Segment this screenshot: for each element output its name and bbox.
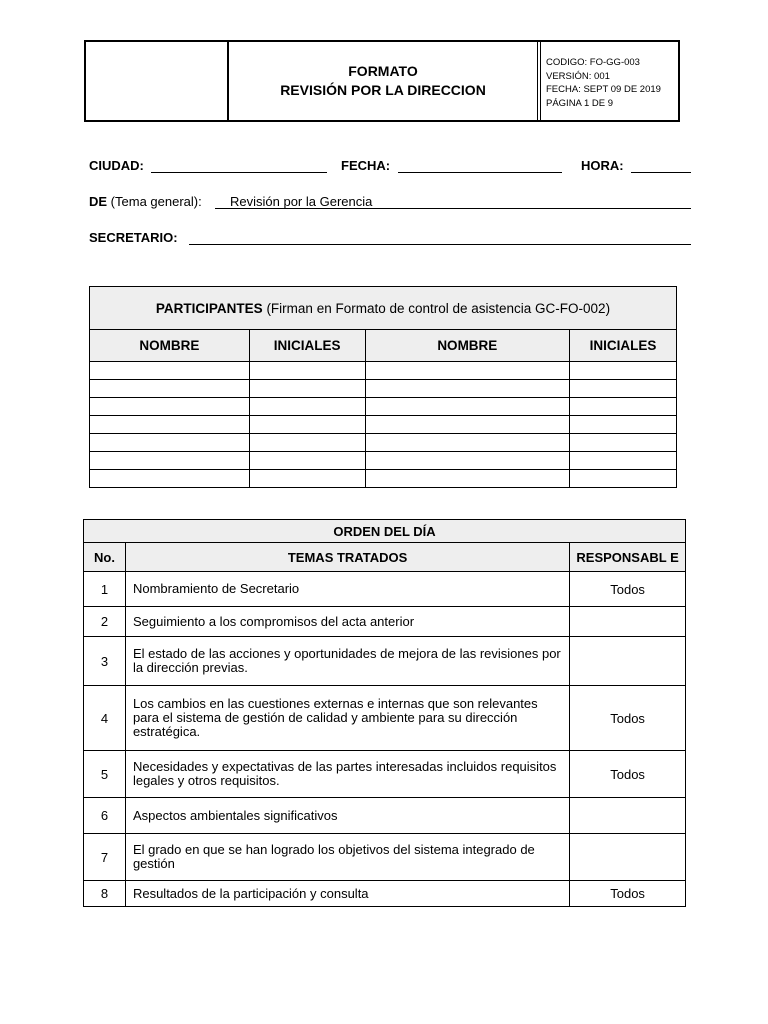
agenda-topic: Necesidades y expectativas de las partes interesadas incluidos requisitos legales y otros requisitos. — [125, 751, 569, 798]
document-title: REVISIÓN POR LA DIRECCION — [280, 82, 486, 98]
participants-header-row — [90, 330, 677, 362]
agenda-topic: El grado en que se han logrado los objetivos del sistema integrado de gestión — [125, 834, 569, 881]
document-page: PÁGINA 1 DE 9 — [546, 97, 614, 109]
date-label: FECHA: — [341, 158, 391, 173]
secretary-label: SECRETARIO: — [89, 230, 178, 245]
header-responsible: RESPONSABL E — [570, 543, 686, 572]
agenda-header-row — [84, 543, 686, 572]
time-label: HORA: — [581, 158, 624, 173]
document-version: VERSIÓN: 001 — [546, 70, 610, 82]
agenda-row — [84, 637, 686, 686]
agenda-topic: Los cambios en las cuestiones externas e internas que son relevantes para el sistema de gestión de calidad y ambiente para su dirección estratégica. — [125, 686, 569, 751]
agenda-responsible — [570, 798, 686, 834]
agenda-row — [84, 798, 686, 834]
header-topics: TEMAS TRATADOS — [125, 543, 569, 572]
agenda-row — [84, 572, 686, 607]
agenda-table — [83, 519, 686, 907]
de-field — [89, 194, 202, 209]
agenda-number: 7 — [84, 834, 126, 881]
agenda-row — [84, 686, 686, 751]
header-number: No. — [84, 543, 126, 572]
agenda-responsible — [570, 834, 686, 881]
agenda-number: 4 — [84, 686, 126, 751]
participants-table — [89, 286, 677, 488]
agenda-number: 6 — [84, 798, 126, 834]
agenda-row — [84, 834, 686, 881]
agenda-topic: Nombramiento de Secretario — [125, 572, 569, 607]
agenda-responsible: Todos — [570, 881, 686, 907]
participants-title: PARTICIPANTES (Firman en Formato de control de asistencia GC-FO-002) — [90, 287, 677, 330]
participant-row — [90, 470, 677, 488]
participant-row — [90, 398, 677, 416]
agenda-row — [84, 881, 686, 907]
header-iniciales-2: INICIALES — [570, 330, 677, 362]
header-nombre-2: NOMBRE — [365, 330, 570, 362]
agenda-number: 2 — [84, 607, 126, 637]
agenda-number: 3 — [84, 637, 126, 686]
agenda-responsible: Todos — [570, 572, 686, 607]
agenda-responsible — [570, 637, 686, 686]
document-header — [84, 40, 680, 122]
agenda-row — [84, 751, 686, 798]
de-label: DE — [89, 194, 108, 209]
agenda-topic: Aspectos ambientales significativos — [125, 798, 569, 834]
document-code: CODIGO: FO-GG-003 — [546, 57, 640, 68]
city-line[interactable] — [151, 172, 327, 173]
participant-row — [90, 362, 677, 380]
title-cell — [229, 42, 537, 120]
de-value: Revisión por la Gerencia — [230, 194, 373, 209]
participant-row — [90, 380, 677, 398]
document-date: FECHA: SEPT 09 DE 2019 — [546, 84, 661, 95]
agenda-number: 5 — [84, 751, 126, 798]
agenda-topic: El estado de las acciones y oportunidades de mejora de las revisiones por la dirección previas. — [125, 637, 569, 686]
secretary-line[interactable] — [189, 244, 691, 245]
agenda-responsible: Todos — [570, 686, 686, 751]
agenda-topic: Seguimiento a los compromisos del acta anterior — [125, 607, 569, 637]
agenda-topic: Resultados de la participación y consulta — [125, 881, 569, 907]
agenda-responsible: Todos — [570, 751, 686, 798]
agenda-row — [84, 607, 686, 637]
agenda-number: 8 — [84, 881, 126, 907]
participant-row — [90, 416, 677, 434]
agenda-title-row — [84, 520, 686, 543]
document-type: FORMATO — [348, 63, 418, 79]
participants-title-row — [90, 287, 677, 330]
meta-cell — [537, 42, 678, 120]
header-nombre-1: NOMBRE — [90, 330, 250, 362]
header-iniciales-1: INICIALES — [249, 330, 365, 362]
agenda-number: 1 — [84, 572, 126, 607]
participant-row — [90, 452, 677, 470]
date-line[interactable] — [398, 172, 562, 173]
time-line[interactable] — [631, 172, 691, 173]
participant-row — [90, 434, 677, 452]
agenda-title: ORDEN DEL DÍA — [84, 520, 686, 543]
de-hint: (Tema general): — [107, 194, 202, 209]
agenda-responsible — [570, 607, 686, 637]
city-label: CIUDAD: — [89, 158, 144, 173]
logo-cell — [86, 42, 229, 120]
